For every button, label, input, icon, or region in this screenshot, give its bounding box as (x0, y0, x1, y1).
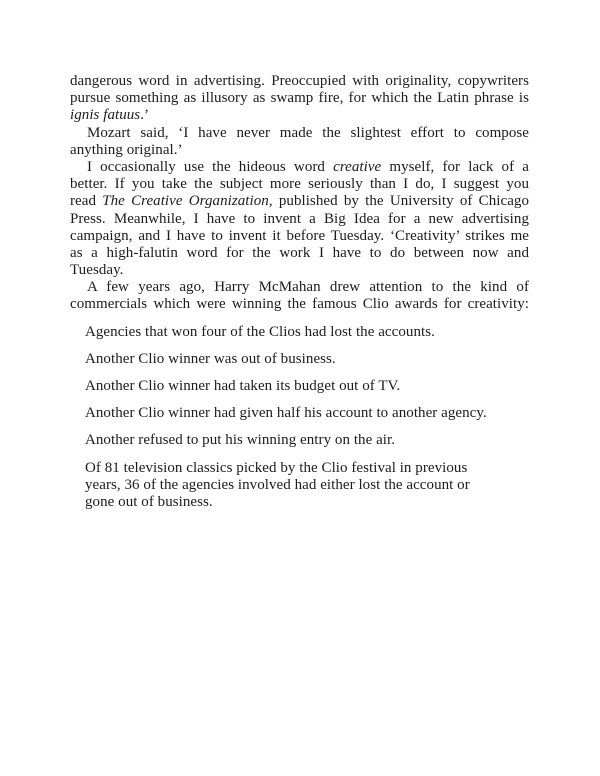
text-run: Tuesday. (70, 262, 124, 279)
paragraph (70, 73, 529, 125)
text-run: myself, for lack of a (381, 158, 529, 175)
quote-item (70, 378, 529, 395)
paragraph-line (70, 107, 529, 124)
page-text-block (70, 73, 529, 511)
paragraph-line (70, 73, 529, 90)
text-run: years, 36 of the agencies involved had either lost the account or (85, 476, 470, 493)
quote-item (70, 405, 529, 422)
text-run: A few years ago, Harry McMahan drew attention to the kind of (87, 279, 529, 296)
paragraph (70, 279, 529, 313)
quote-item (70, 460, 529, 512)
text-run: , published by the University of Chicago (268, 193, 530, 210)
italic-run: The Creative Organization (102, 193, 269, 210)
text-run: Press. Meanwhile, I have to invent a Big Idea for a new advertising (70, 210, 529, 227)
paragraph-line (70, 125, 529, 142)
text-run: Agencies that won four of the Clios had lost the accounts. (85, 323, 435, 340)
text-run: Another Clio winner was out of business. (85, 350, 336, 367)
text-run: dangerous word in advertising. Preoccupied with originality, copywriters (70, 73, 529, 89)
quote-line (85, 477, 529, 494)
text-run: Of 81 television classics picked by the Clio festival in previous (85, 459, 468, 476)
paragraph-line (70, 211, 529, 228)
text-run: Another Clio winner had taken its budget out of TV. (85, 378, 401, 394)
paragraph-line (70, 279, 529, 296)
quote-item (70, 351, 529, 368)
body-paragraphs (70, 73, 529, 314)
text-run: anything original.’ (70, 141, 183, 158)
quote-line (85, 378, 529, 395)
text-run: better. If you take the subject more seriously than I do, I suggest you (70, 176, 529, 193)
quote-line (85, 460, 529, 477)
clio-quote-list (70, 324, 529, 512)
paragraph-line (70, 262, 529, 279)
text-run: gone out of business. (85, 493, 213, 510)
quote-line (85, 432, 529, 449)
paragraph-line (70, 228, 529, 245)
quote-line (85, 324, 529, 341)
text-run: Mozart said, ‘I have never made the slightest effort to compose (87, 124, 529, 141)
text-run: as a high-falutin word for the work I have to do between now and (70, 244, 529, 261)
text-run: Another Clio winner had given half his account to another agency. (85, 405, 487, 422)
quote-item (70, 324, 529, 341)
quote-line (85, 351, 529, 368)
quote-item (70, 432, 529, 449)
text-run: I occasionally use the hideous word (87, 158, 334, 175)
italic-run: ignis fatuus (70, 107, 141, 124)
text-run: .’ (140, 107, 150, 124)
paragraph-line (70, 296, 529, 313)
italic-run: creative (333, 158, 382, 175)
text-run: Another refused to put his winning entry on the air. (85, 432, 396, 449)
paragraph-line (70, 176, 529, 193)
paragraph-line (70, 245, 529, 262)
text-run: campaign, and I have to invent it before Tuesday. ‘Creativity’ strikes me (70, 227, 529, 244)
paragraph-line (70, 193, 529, 210)
paragraph (70, 159, 529, 279)
paragraph-line (70, 159, 529, 176)
paragraph-line (70, 142, 529, 159)
quote-line (85, 494, 529, 511)
paragraph (70, 125, 529, 159)
text-run: read (70, 193, 103, 210)
text-run: pursue something as illusory as swamp fire, for which the Latin phrase is (70, 90, 529, 107)
text-run: commercials which were winning the famous Clio awards for creativity: (70, 296, 529, 313)
quote-line (85, 405, 529, 422)
paragraph-line (70, 90, 529, 107)
